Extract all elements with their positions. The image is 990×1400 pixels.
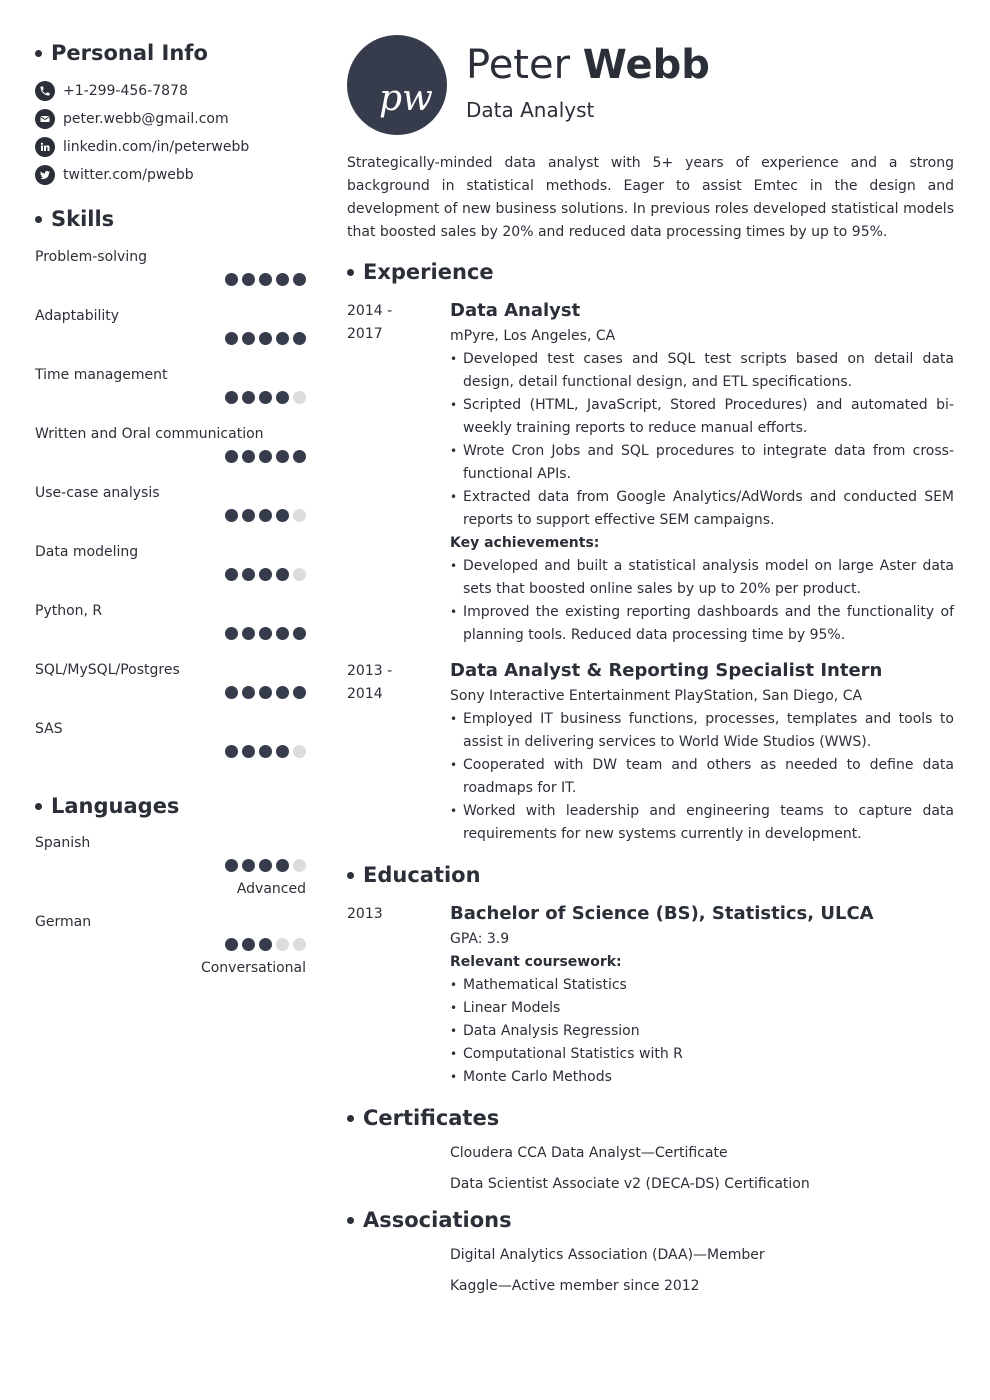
- job-bullet: • Wrote Cron Jobs and SQL procedures to integrate data from cross-functional APIs.: [450, 440, 954, 486]
- rating-dot: [225, 686, 238, 699]
- rating-dot: [242, 391, 255, 404]
- job-bullets: [450, 708, 954, 846]
- rating-dot: [259, 273, 272, 286]
- rating-dot: [293, 332, 306, 345]
- contact-linkedin: [35, 133, 306, 161]
- rating-dot: [242, 745, 255, 758]
- heading-bullet: [35, 50, 42, 57]
- twitter-text[interactable]: twitter.com/pwebb: [63, 167, 194, 183]
- rating-dot: [293, 568, 306, 581]
- rating-dot: [276, 450, 289, 463]
- gpa: GPA: 3.9: [450, 931, 510, 947]
- job-bullet: • Employed IT business functions, processes, templates and tools to assist in delivering services to World Wide Studios (WWS).: [450, 708, 954, 754]
- personal-info-heading: Personal Info: [35, 38, 306, 68]
- languages-heading: Languages: [35, 791, 306, 821]
- rating-dots: [221, 859, 306, 872]
- skills-list: [35, 247, 306, 778]
- association-item: Digital Analytics Association (DAA)—Member: [450, 1247, 765, 1263]
- rating-dot: [293, 391, 306, 404]
- skill-name: Data modeling: [35, 544, 139, 560]
- skills-heading: Skills: [35, 204, 306, 234]
- rating-dot: [276, 938, 289, 951]
- rating-dot: [225, 509, 238, 522]
- rating-dot: [242, 273, 255, 286]
- languages-list: [35, 833, 306, 991]
- job-bullets: [450, 348, 954, 532]
- associations-list: [450, 1245, 954, 1296]
- contact-email: [35, 105, 306, 133]
- job-bullet: • Worked with leadership and engineering teams to capture data requirements for new systems currently in development.: [450, 800, 954, 846]
- rating-dot: [276, 391, 289, 404]
- email-icon: [35, 109, 55, 129]
- skill-name: SQL/MySQL/Postgres: [35, 662, 180, 678]
- rating-dot: [259, 938, 272, 951]
- full-name: [466, 41, 710, 89]
- coursework-list: [450, 974, 954, 1089]
- rating-dot: [225, 568, 238, 581]
- rating-dot: [225, 938, 238, 951]
- education-entry: [347, 900, 954, 1089]
- job-title: Data Analyst: [466, 98, 595, 122]
- rating-dots: [221, 273, 306, 286]
- rating-dot: [276, 745, 289, 758]
- job-date: 2013 - 2014: [347, 663, 393, 702]
- rating-dot: [259, 568, 272, 581]
- rating-dot: [276, 627, 289, 640]
- language-item: [35, 833, 306, 912]
- rating-dots: [221, 745, 306, 758]
- name-block: [466, 41, 710, 125]
- rating-dot: [259, 627, 272, 640]
- achievements-list: [450, 555, 954, 647]
- skill-item: [35, 719, 306, 778]
- rating-dot: [276, 686, 289, 699]
- rating-dot: [276, 859, 289, 872]
- job-role: Data Analyst: [450, 300, 581, 321]
- first-name: Peter: [466, 42, 571, 88]
- rating-dot: [259, 859, 272, 872]
- heading-bullet: [347, 1115, 354, 1122]
- heading-bullet: [35, 803, 42, 810]
- job-body: [450, 297, 954, 647]
- rating-dots: [221, 391, 306, 404]
- skill-item: [35, 660, 306, 719]
- rating-dot: [293, 938, 306, 951]
- rating-dot: [225, 273, 238, 286]
- job-bullet: • Developed test cases and SQL test scripts based on detail data design, detail functional design, and ETL specifications.: [450, 348, 954, 394]
- coursework-item: • Linear Models: [450, 997, 954, 1020]
- language-name: German: [35, 914, 92, 930]
- skill-item: [35, 483, 306, 542]
- rating-dot: [225, 859, 238, 872]
- education-date: 2013: [347, 906, 383, 922]
- rating-dot: [276, 509, 289, 522]
- experience-entry: [347, 297, 954, 647]
- rating-dots: [221, 686, 306, 699]
- rating-dot: [293, 450, 306, 463]
- experience-list: [347, 297, 954, 846]
- skill-name: Adaptability: [35, 308, 120, 324]
- skill-item: [35, 542, 306, 601]
- twitter-icon: [35, 165, 55, 185]
- rating-dot: [259, 450, 272, 463]
- achievement-bullet: • Improved the existing reporting dashboards and the functionality of planning tools. Reduced data processing time by 95%.: [450, 601, 954, 647]
- skill-name: Python, R: [35, 603, 103, 619]
- rating-dots: [221, 332, 306, 345]
- education-heading: Education: [347, 860, 954, 890]
- rating-dots: [221, 450, 306, 463]
- rating-dot: [259, 686, 272, 699]
- rating-dot: [293, 273, 306, 286]
- rating-dot: [225, 332, 238, 345]
- contact-list: [35, 77, 306, 189]
- rating-dot: [259, 391, 272, 404]
- job-bullet: • Scripted (HTML, JavaScript, Stored Procedures) and automated bi-weekly training reports to reduce manual efforts.: [450, 394, 954, 440]
- rating-dot: [225, 391, 238, 404]
- associations-heading: Associations: [347, 1205, 954, 1235]
- job-company: mPyre, Los Angeles, CA: [450, 328, 616, 344]
- resume-header: [347, 35, 954, 145]
- language-name: Spanish: [35, 835, 91, 851]
- email-text[interactable]: peter.webb@gmail.com: [63, 111, 229, 127]
- rating-dot: [225, 627, 238, 640]
- rating-dot: [242, 859, 255, 872]
- contact-twitter: [35, 161, 306, 189]
- last-name: Webb: [582, 42, 710, 88]
- rating-dot: [259, 332, 272, 345]
- experience-heading: Experience: [347, 257, 954, 287]
- rating-dot: [225, 450, 238, 463]
- certificate-item: Cloudera CCA Data Analyst—Certificate: [450, 1145, 728, 1161]
- heading-bullet: [347, 1217, 354, 1224]
- skill-item: [35, 306, 306, 365]
- coursework-item: • Monte Carlo Methods: [450, 1066, 954, 1089]
- rating-dots: [221, 568, 306, 581]
- contact-phone: [35, 77, 306, 105]
- rating-dot: [276, 273, 289, 286]
- rating-dot: [242, 332, 255, 345]
- skill-name: Problem-solving: [35, 249, 147, 265]
- job-role: Data Analyst & Reporting Specialist Intern: [450, 660, 883, 681]
- rating-dot: [225, 745, 238, 758]
- rating-dots: [221, 509, 306, 522]
- rating-dot: [276, 568, 289, 581]
- skill-item: [35, 365, 306, 424]
- rating-dot: [293, 627, 306, 640]
- experience-entry: [347, 657, 954, 846]
- skill-item: [35, 424, 306, 483]
- linkedin-text[interactable]: linkedin.com/in/peterwebb: [63, 139, 250, 155]
- coursework-label: Relevant coursework:: [450, 954, 622, 970]
- rating-dot: [293, 509, 306, 522]
- skill-name: Time management: [35, 367, 168, 383]
- monogram-avatar: [347, 35, 447, 135]
- certificates-list: [450, 1143, 954, 1194]
- heading-bullet: [35, 216, 42, 223]
- phone-text[interactable]: +1-299-456-7878: [63, 83, 188, 99]
- association-item: Kaggle—Active member since 2012: [450, 1278, 700, 1294]
- rating-dot: [259, 745, 272, 758]
- job-company: Sony Interactive Entertainment PlayStation, San Diego, CA: [450, 688, 863, 704]
- skill-item: [35, 247, 306, 306]
- job-body: [450, 657, 954, 846]
- linkedin-icon: [35, 137, 55, 157]
- job-date: 2014 - 2017: [347, 303, 393, 342]
- achievements-label: Key achievements:: [450, 535, 600, 551]
- phone-icon: [35, 81, 55, 101]
- job-bullet: • Extracted data from Google Analytics/AdWords and conducted SEM reports to support effective SEM campaigns.: [450, 486, 954, 532]
- achievement-bullet: • Developed and built a statistical analysis model on large Aster data sets that boosted online sales by up to 20% per product.: [450, 555, 954, 601]
- summary: Strategically-minded data analyst with 5+ years of experience and a strong background in statistical methods. Eager to assist Emtec in the design and development of new business solutions. In previous roles developed statistical models that boosted sales by 20% and reduced data processing times by up to 95%.: [347, 155, 954, 240]
- education-body: [450, 900, 954, 1089]
- heading-bullet: [347, 269, 354, 276]
- certificate-item: Data Scientist Associate v2 (DECA-DS) Certification: [450, 1176, 810, 1192]
- coursework-item: • Data Analysis Regression: [450, 1020, 954, 1043]
- rating-dot: [293, 745, 306, 758]
- degree: Bachelor of Science (BS), Statistics, ULCA: [450, 903, 874, 924]
- heading-bullet: [347, 872, 354, 879]
- rating-dot: [242, 450, 255, 463]
- rating-dot: [242, 686, 255, 699]
- language-level: Conversational: [200, 960, 306, 976]
- rating-dot: [293, 859, 306, 872]
- sidebar: [35, 38, 306, 991]
- language-level: Advanced: [236, 881, 306, 897]
- rating-dot: [242, 509, 255, 522]
- skill-name: Use-case analysis: [35, 485, 160, 501]
- rating-dot: [293, 686, 306, 699]
- job-bullet: • Cooperated with DW team and others as needed to define data roadmaps for IT.: [450, 754, 954, 800]
- rating-dots: [221, 938, 306, 951]
- monogram-text: pw: [379, 78, 433, 119]
- skill-name: Written and Oral communication: [35, 426, 264, 442]
- skill-item: [35, 601, 306, 660]
- rating-dot: [242, 627, 255, 640]
- certificates-heading: Certificates: [347, 1103, 954, 1133]
- rating-dots: [221, 627, 306, 640]
- rating-dot: [242, 568, 255, 581]
- rating-dot: [259, 509, 272, 522]
- rating-dot: [242, 938, 255, 951]
- language-item: [35, 912, 306, 991]
- coursework-item: • Mathematical Statistics: [450, 974, 954, 997]
- skill-name: SAS: [35, 721, 63, 737]
- main-content: [347, 35, 954, 1307]
- coursework-item: • Computational Statistics with R: [450, 1043, 954, 1066]
- rating-dot: [276, 332, 289, 345]
